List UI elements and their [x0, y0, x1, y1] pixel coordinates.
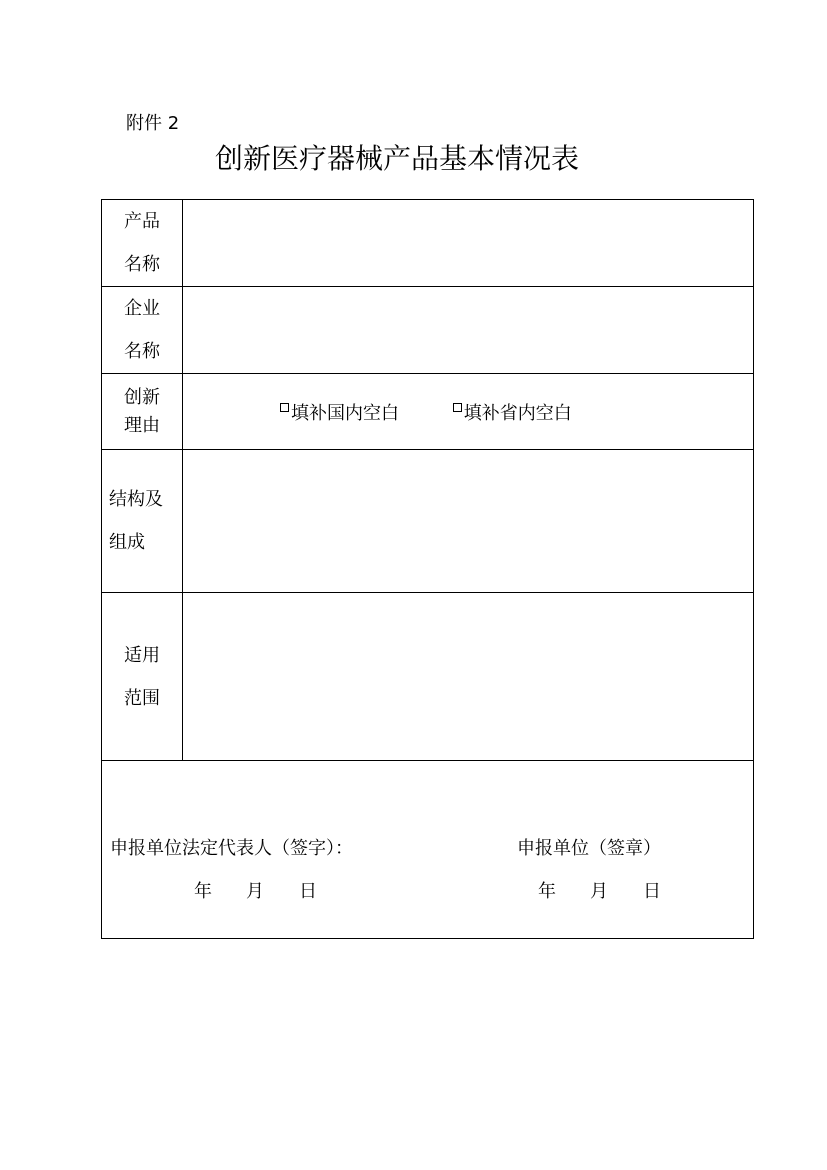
row-product-name [102, 200, 754, 287]
date-day-right: 日 [643, 881, 661, 902]
label-product-name: 产品 名称 [102, 200, 183, 287]
checkbox-icon[interactable] [453, 403, 462, 412]
option-fill-domestic-gap[interactable]: 填补国内空白 [280, 403, 399, 424]
date-year-right: 年 [538, 881, 556, 902]
row-scope [102, 593, 754, 761]
product-name-field[interactable] [183, 200, 754, 287]
option-fill-provincial-gap[interactable]: 填补省内空白 [453, 403, 572, 424]
checkbox-icon[interactable] [280, 403, 289, 412]
date-year-left: 年 [194, 881, 212, 902]
date-month-right: 月 [590, 881, 608, 902]
product-info-table [101, 199, 754, 939]
row-structure [102, 450, 754, 593]
date-month-left: 月 [246, 881, 264, 902]
label-structure: 结构及 组成 [102, 450, 183, 593]
signature-cell [102, 761, 754, 939]
label-scope: 适用 范围 [102, 593, 183, 761]
label-innovation-reason: 创新 理由 [102, 374, 183, 450]
company-name-field[interactable] [183, 287, 754, 374]
scope-field[interactable] [183, 593, 754, 761]
date-day-left: 日 [299, 881, 317, 902]
innovation-reason-options [183, 374, 754, 450]
label-company-name: 企业 名称 [102, 287, 183, 374]
row-innovation-reason [102, 374, 754, 450]
row-signature [102, 761, 754, 939]
unit-seal-label: 申报单位（签章） [517, 838, 661, 859]
page-title: 创新医疗器械产品基本情况表 [215, 142, 580, 175]
attachment-label: 附件 2 [126, 113, 180, 134]
legal-rep-signature-label: 申报单位法定代表人（签字）： [110, 838, 353, 859]
structure-field[interactable] [183, 450, 754, 593]
row-company-name [102, 287, 754, 374]
